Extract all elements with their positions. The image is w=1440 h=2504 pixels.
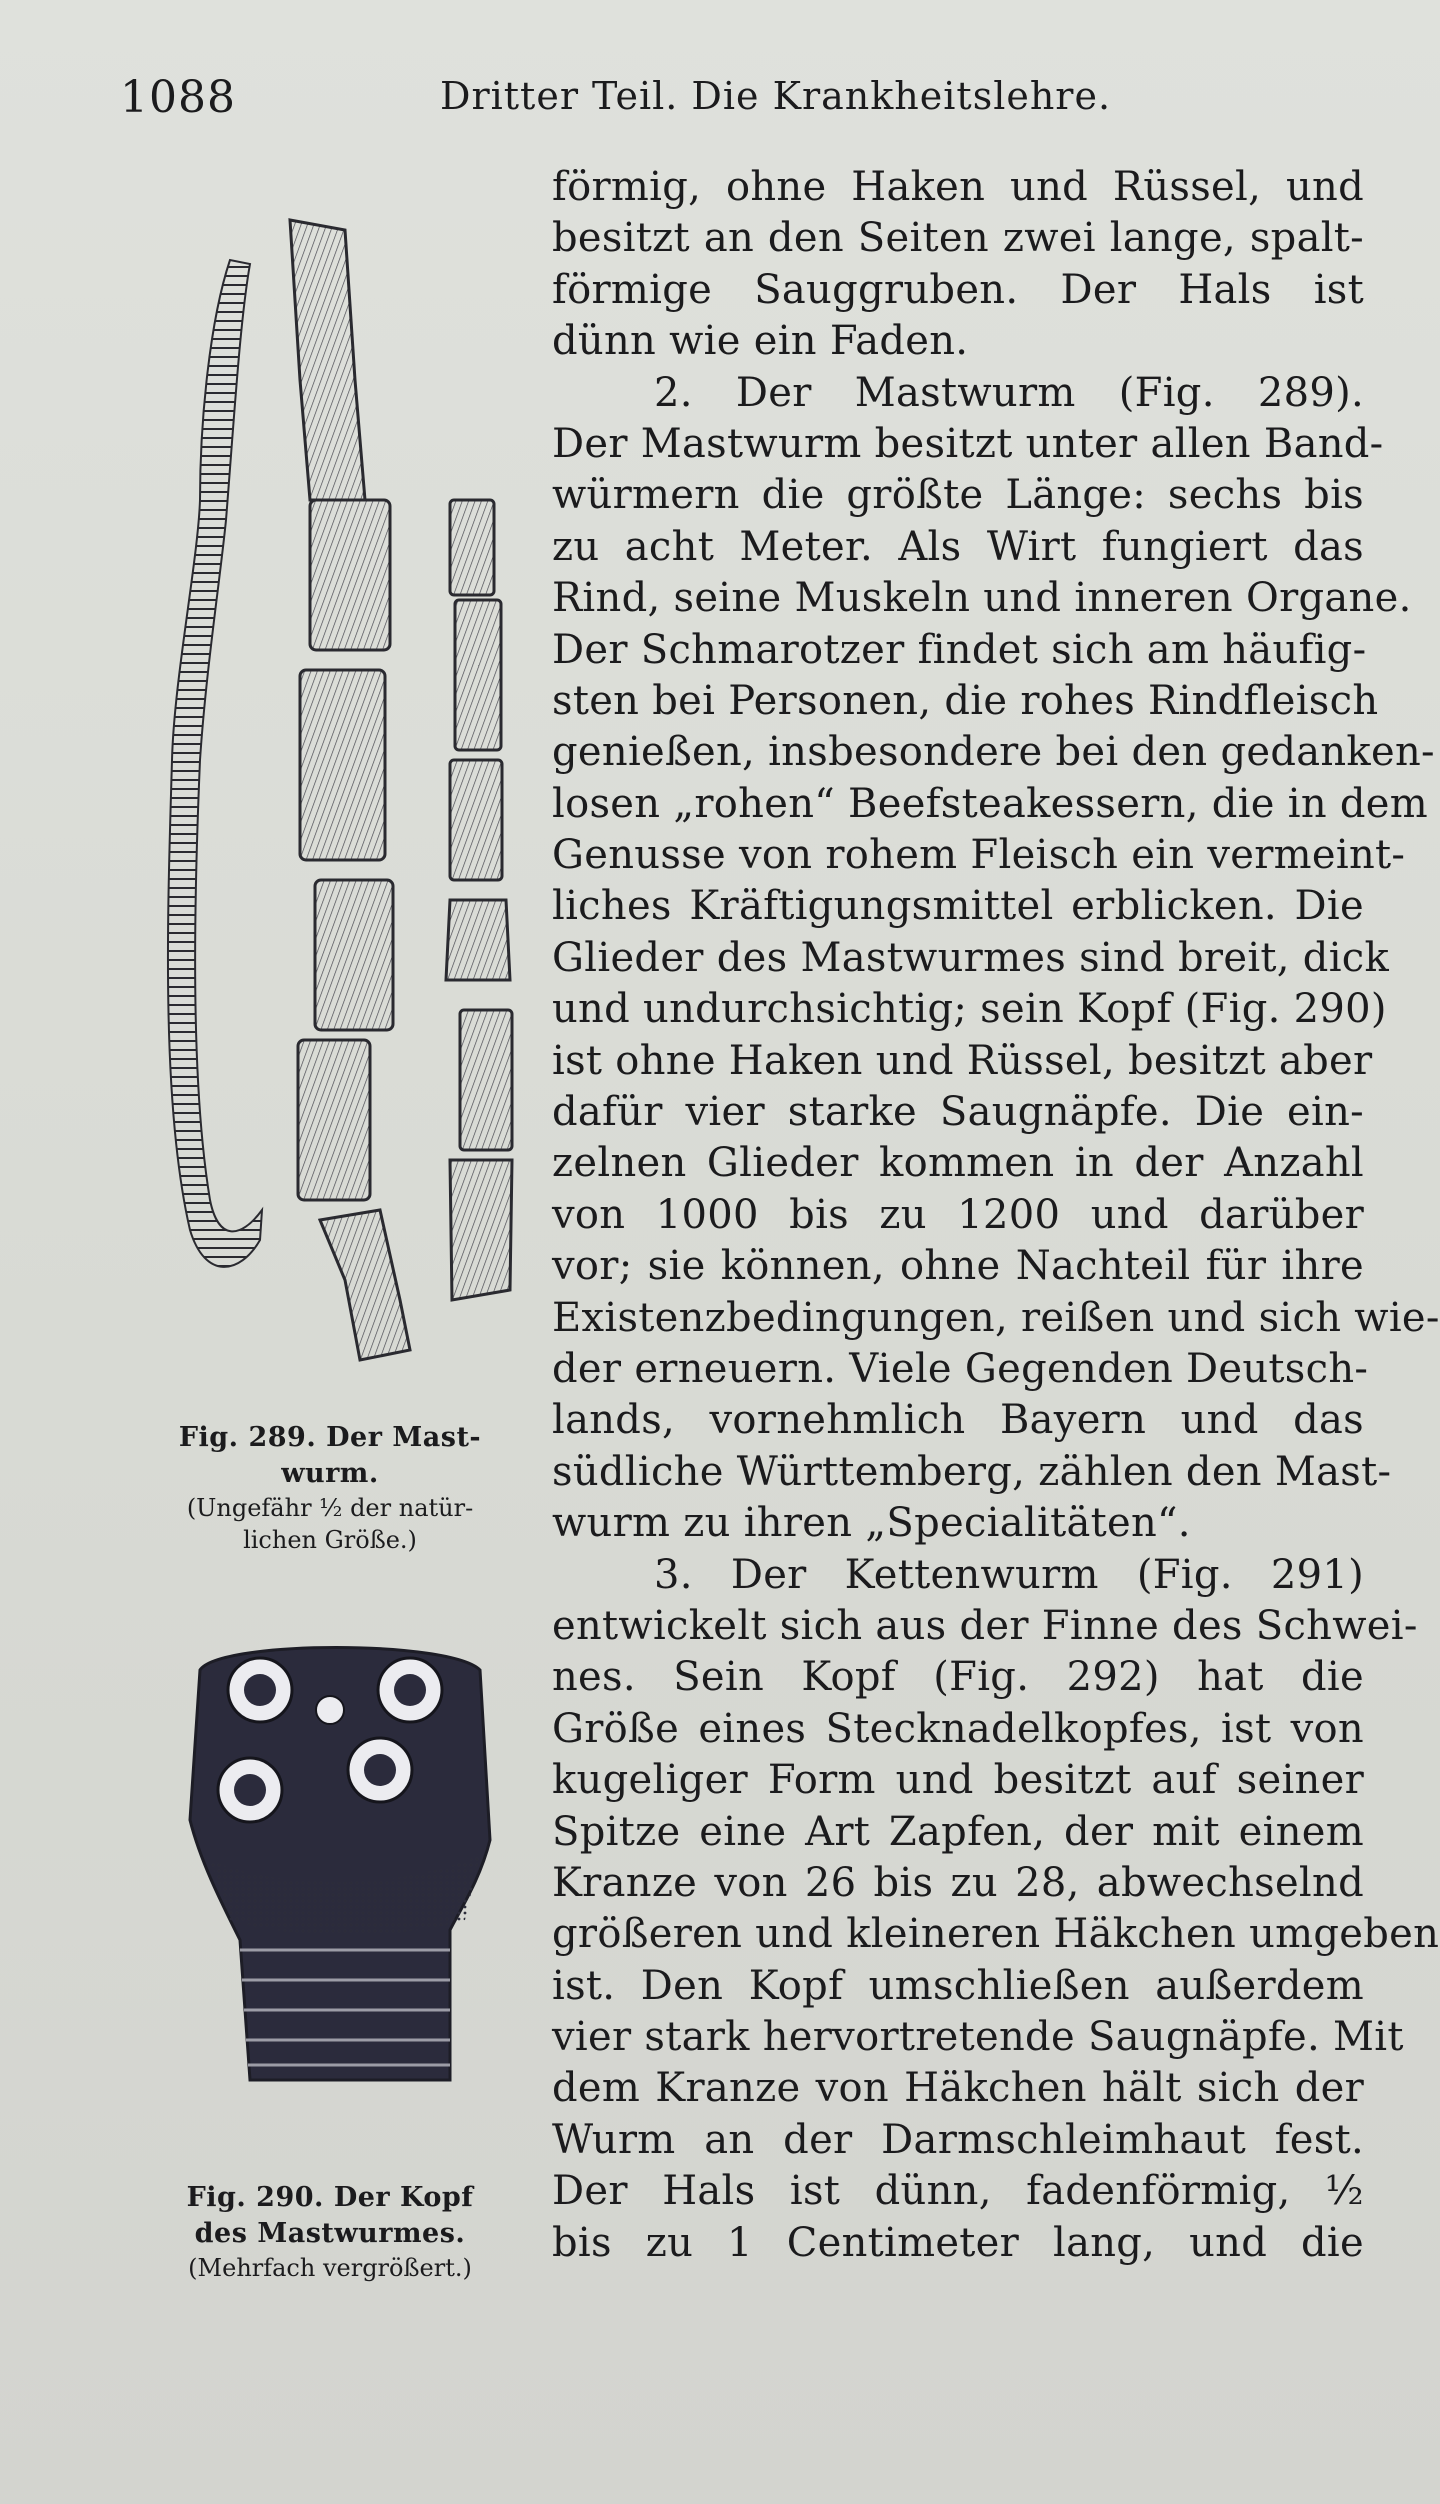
figure-289-title-cont: wurm. [281,1458,379,1489]
text-line: dünn wie ein Faden. [552,318,969,365]
text-line: bis zu 1 Centimeter lang, und die [552,2219,1364,2266]
text-line: vor; sie können, ohne Nachteil für ihre [552,1243,1364,1290]
text-line: förmige Sauggruben. Der Hals ist [552,266,1364,313]
figure-290-title: Fig. 290. Der Kopf [186,2182,474,2213]
text-line: förmig, ohne Haken und Rüssel, und [552,164,1364,210]
text-line: größeren und kleineren Häkchen umgeben [552,1911,1440,1958]
text-line: genießen, insbesondere bei den gedanken- [552,729,1435,776]
text-line: von 1000 bis zu 1200 und darüber [552,1191,1364,1238]
text-line: Rind, seine Muskeln und inneren Organe. [552,575,1412,622]
page-header [0,60,1440,130]
text-line: Spitze eine Art Zapfen, der mit einem [552,1808,1364,1855]
text-line: Größe eines Stecknadelkopfes, ist von [552,1705,1364,1752]
text-line: zelnen Glieder kommen in der Anzahl [552,1140,1364,1187]
tapeworm-head-illustration [180,1640,500,2090]
text-line: dem Kranze von Häkchen hält sich der [552,2065,1364,2112]
figure-289-note-2: lichen Größe.) [243,1526,417,1554]
text-line: zu acht Meter. Als Wirt fungiert das [552,523,1364,570]
figure-290-title-cont: des Mastwurmes. [194,2218,466,2249]
text-line: Wurm an der Darmschleimhaut fest. [552,2116,1364,2163]
text-line: besitzt an den Seiten zwei lange, spalt- [552,215,1364,262]
text-line: Der Schmarotzer findet sich am häufig- [552,626,1367,673]
text-line: entwickelt sich aus der Finne des Schwei- [552,1602,1418,1649]
text-line: wurm zu ihren „Specialitäten“. [552,1500,1191,1547]
text-line: ist ohne Haken und Rüssel, besitzt aber [552,1037,1373,1084]
section-heading-kettenwurm: 3. Der Kettenwurm (Fig. 291) [654,1551,1364,1598]
text-line: liches Kräftigungsmittel erblicken. Die [552,883,1364,930]
body-text [552,162,1440,2269]
figure-289-title: Fig. 289. Der Mast- [178,1422,482,1453]
text-line: lands, vornehmlich Bayern und das [552,1397,1364,1444]
figure-290-caption [120,2180,540,2284]
text-line: ist. Den Kopf umschließen außerdem [552,1962,1364,2009]
text-line: Der Hals ist dünn, fadenförmig, ½ [552,2168,1364,2215]
figure-289-caption [120,1420,540,1556]
text-line: südliche Württemberg, zählen den Mast- [552,1448,1392,1495]
tapeworm-illustration [150,200,520,1400]
figure-column [120,200,540,2320]
text-line: Glieder des Mastwurmes sind breit, dick [552,934,1390,981]
text-line: und undurchsichtig; sein Kopf (Fig. 290) [552,986,1387,1033]
text-line: Der Mastwurm besitzt unter allen Band- [552,420,1384,467]
text-line: Existenzbedingungen, reißen und sich wie- [552,1294,1440,1341]
text-line: losen „rohen“ Beefsteakessern, die in dem [552,780,1429,827]
figure-289-note-1: (Ungefähr ½ der natür- [186,1494,474,1522]
text-line: würmern die größte Länge: sechs bis [552,472,1364,519]
section-heading-mastwurm: 2. Der Mastwurm (Fig. 289). [654,369,1364,416]
text-line: Genusse von rohem Fleisch ein vermeint- [552,832,1406,879]
page-number: 1088 [120,72,236,123]
text-line: der erneuern. Viele Gegenden Deutsch- [552,1345,1369,1392]
text-line: sten bei Personen, die rohes Rindfleisch [552,677,1379,724]
figure-290-note-1: (Mehrfach vergrößert.) [188,2254,472,2282]
text-line: kugeliger Form und besitzt auf seiner [552,1757,1364,1804]
text-line: dafür vier starke Saugnäpfe. Die ein- [552,1089,1364,1136]
text-line: nes. Sein Kopf (Fig. 292) hat die [552,1654,1364,1701]
running-head: Dritter Teil. Die Krankheitslehre. [440,74,1112,118]
text-line: Kranze von 26 bis zu 28, abwechselnd [552,1859,1364,1906]
text-line: vier stark hervortretende Saugnäpfe. Mit [552,2014,1404,2061]
